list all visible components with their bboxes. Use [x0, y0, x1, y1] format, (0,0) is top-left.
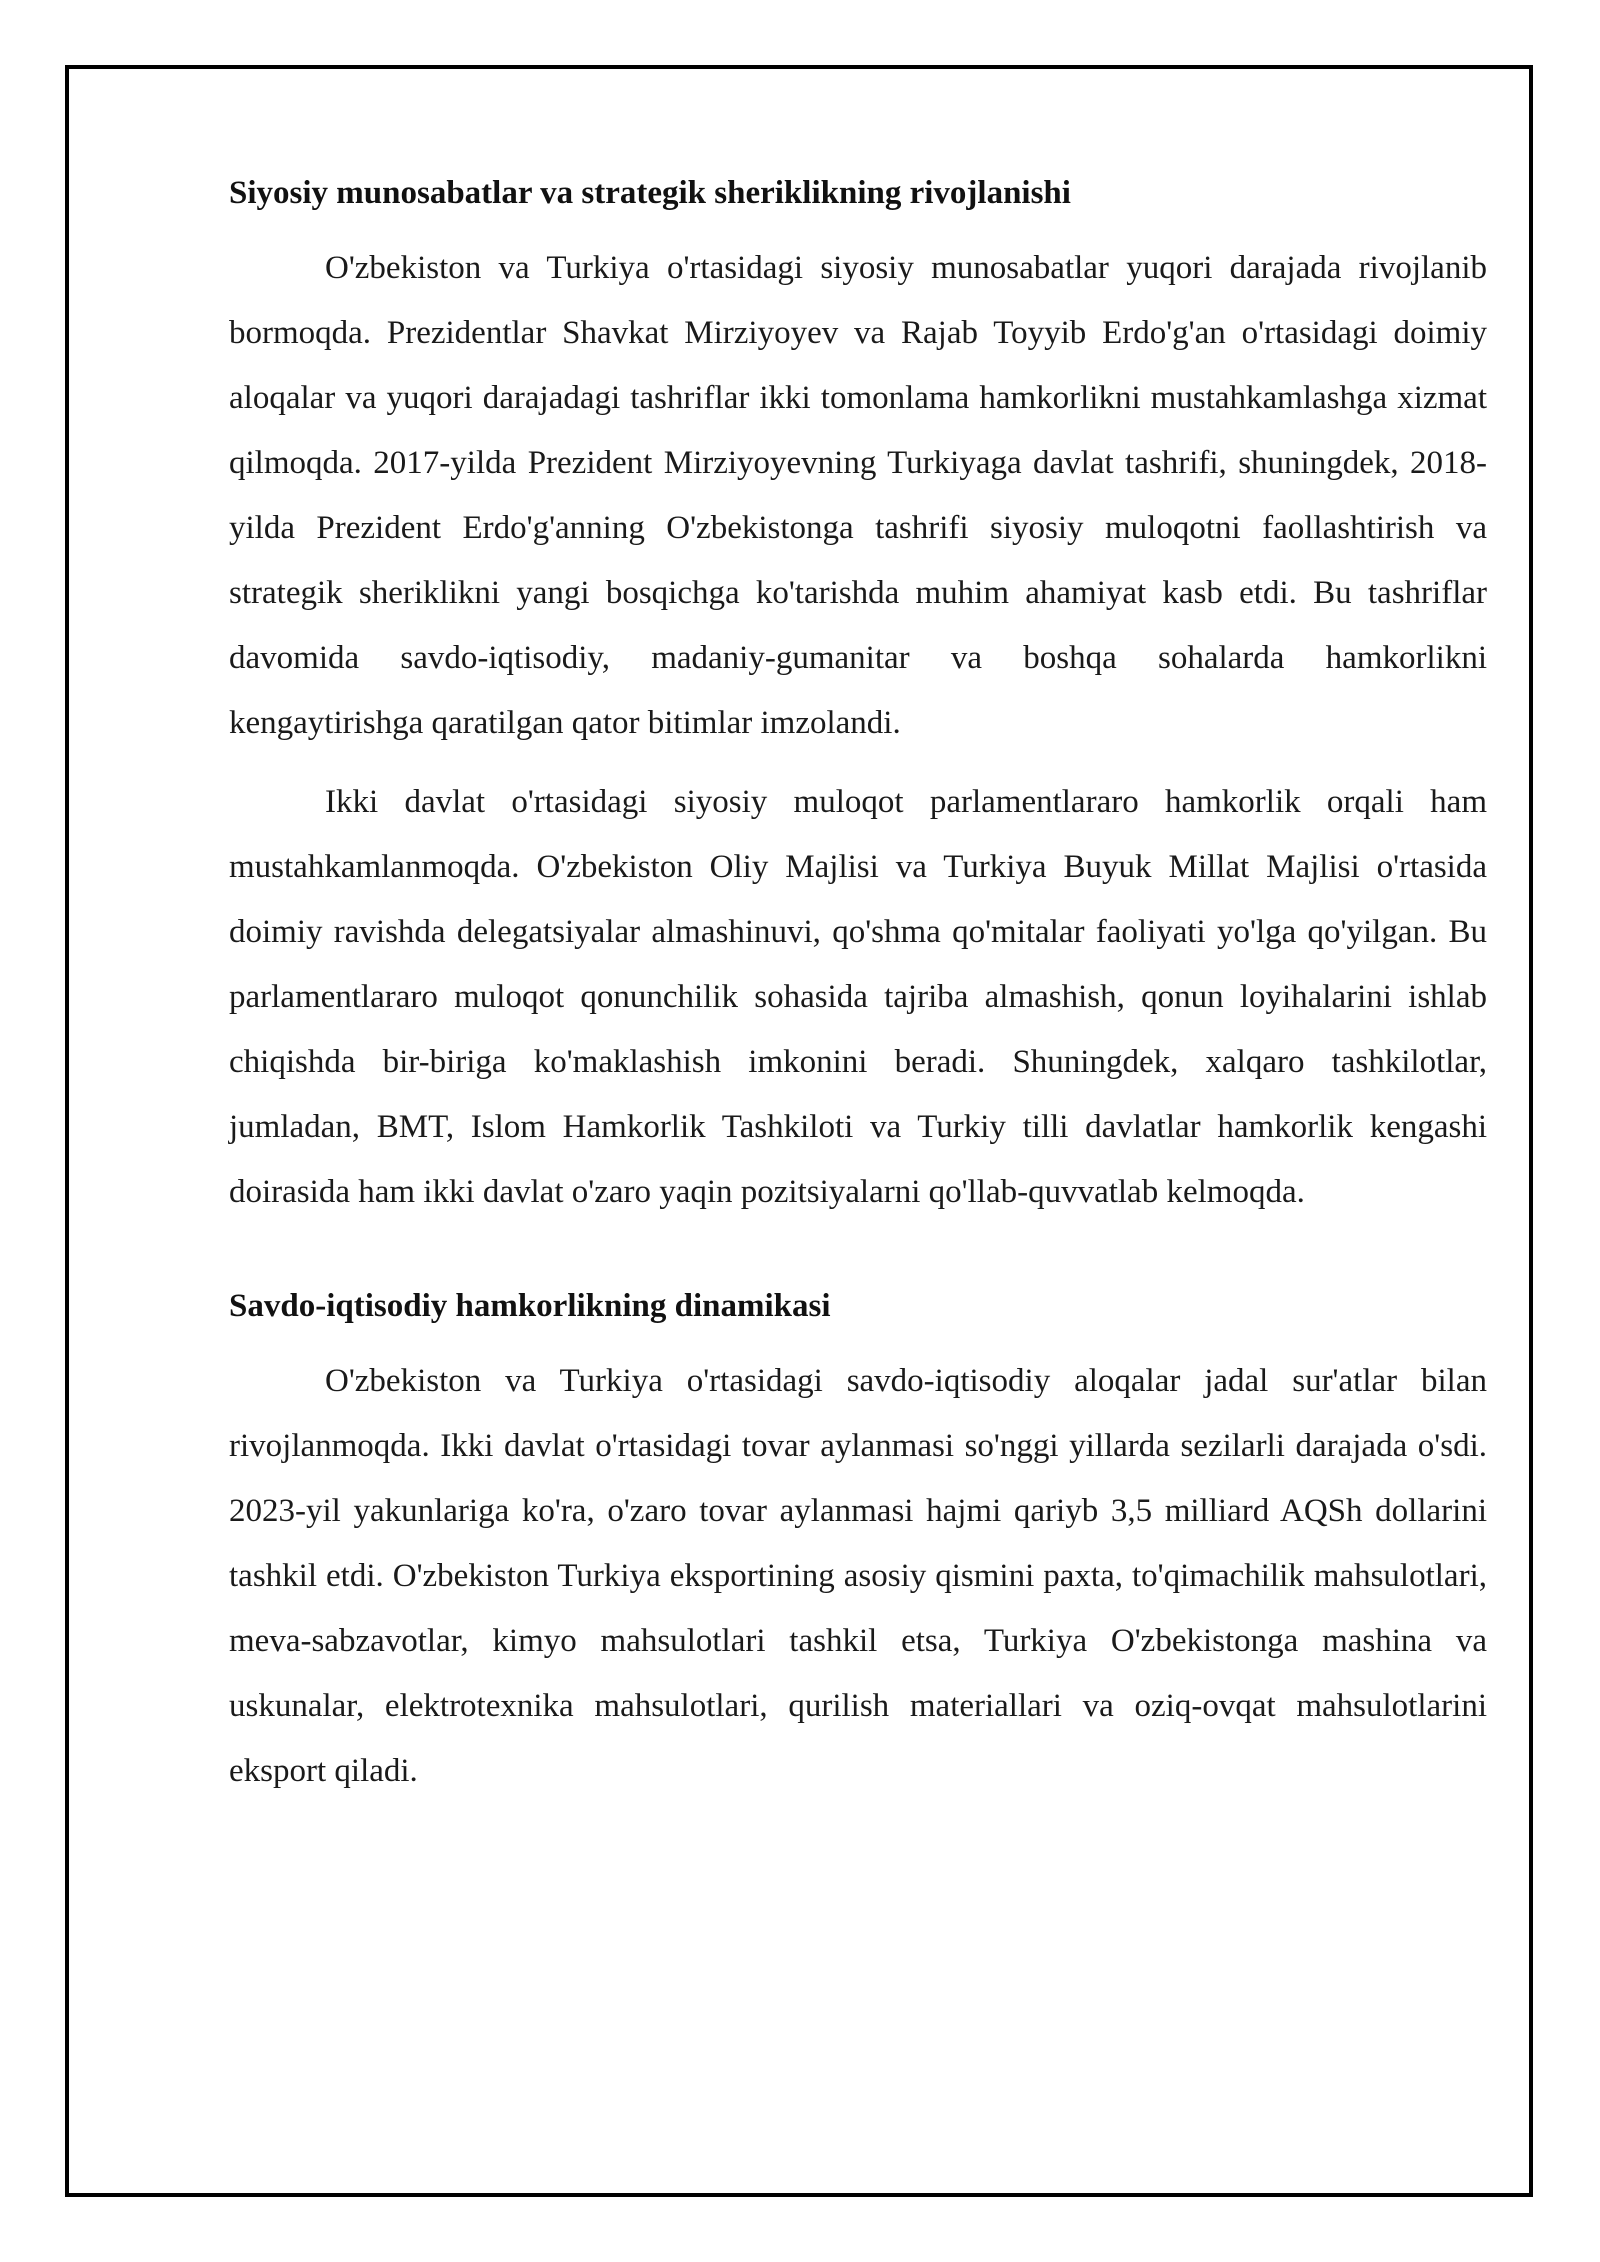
paragraph: O'zbekiston va Turkiya o'rtasidagi savdo-iqtisodiy aloqalar jadal sur'atlar bilan rivojlanmoqda. Ikki davlat o'rtasidagi tovar aylanmasi so'nggi yillarda sezilarli darajada o'sdi. 2023-yil yakunlariga ko'ra, o'zaro tovar aylanmasi hajmi qariyb 3,5 milliard AQSh dollarini tashkil etdi. O'zbekiston Turkiya eksportining asosiy qismini paxta, to'qimachilik mahsulotlari, meva-sabzavotlar, kimyo mahsulotlari tashkil etsa, Turkiya O'zbekistonga mashina va uskunalar, elektrotexnika mahsulotlari, qurilish materiallari va oziq-ovqat mahsulotlarini eksport qiladi.: [229, 1363, 1487, 1789]
section-heading-political: Siyosiy munosabatlar va strategik sheriklikning rivojlanishi: [229, 175, 1071, 211]
document-body: [229, 172, 1487, 1804]
section-heading-economic: Savdo-iqtisodiy hamkorlikning dinamikasi: [229, 1288, 831, 1324]
paragraph: O'zbekiston va Turkiya o'rtasidagi siyosiy munosabatlar yuqori darajada rivojlanib bormoqda. Prezidentlar Shavkat Mirziyoyev va Rajab Toyyib Erdo'g'an o'rtasidagi doimiy aloqalar va yuqori darajadagi tashriflar ikki tomonlama hamkorlikni mustahkamlashga xizmat qilmoqda. 2017-yilda Prezident Mirziyoyevning Turkiyaga davlat tashrifi, shuningdek, 2018-yilda Prezident Erdo'g'anning O'zbekistonga tashrifi siyosiy muloqotni faollashtirish va strategik sheriklikni yangi bosqichga ko'tarishda muhim ahamiyat kasb etdi. Bu tashriflar davomida savdo-iqtisodiy, madaniy-gumanitar va boshqa sohalarda hamkorlikni kengaytirishga qaratilgan qator bitimlar imzolandi.: [229, 250, 1487, 741]
paragraph: Ikki davlat o'rtasidagi siyosiy muloqot parlamentlararo hamkorlik orqali ham mustahkamlanmoqda. O'zbekiston Oliy Majlisi va Turkiya Buyuk Millat Majlisi o'rtasida doimiy ravishda delegatsiyalar almashinuvi, qo'shma qo'mitalar faoliyati yo'lga qo'yilgan. Bu parlamentlararo muloqot qonunchilik sohasida tajriba almashish, qonun loyihalarini ishlab chiqishda bir-biriga ko'maklashish imkonini beradi. Shuningdek, xalqaro tashkilotlar, jumladan, BMT, Islom Hamkorlik Tashkiloti va Turkiy tilli davlatlar hamkorlik kengashi doirasida ham ikki davlat o'zaro yaqin pozitsiyalarni qo'llab-quvvatlab kelmoqda.: [229, 784, 1487, 1210]
